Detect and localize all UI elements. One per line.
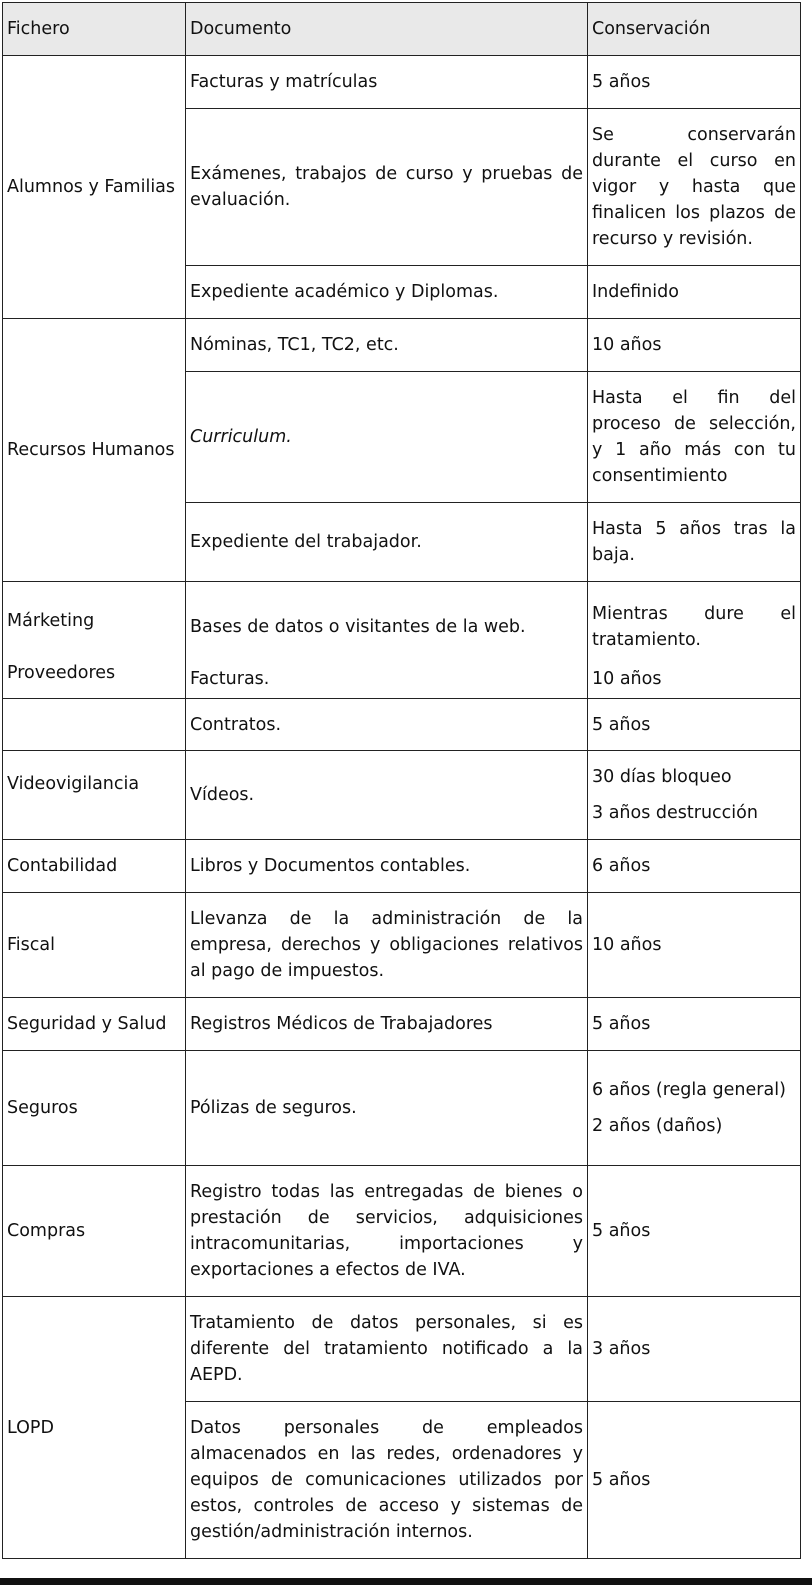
fichero-fiscal: Fiscal <box>3 893 186 998</box>
conservacion-cell: 6 años <box>588 840 801 893</box>
documento-cell: Tratamiento de datos personales, si es diferente del tratamiento notificado a la AEPD. <box>186 1297 588 1402</box>
conservacion-regla-general: 6 años (regla general) <box>592 1080 786 1100</box>
table-row <box>3 1051 801 1166</box>
fichero-rrhh: Recursos Humanos <box>3 319 186 582</box>
documento-cell: Libros y Documentos contables. <box>186 840 588 893</box>
table-row <box>3 699 801 751</box>
table-row <box>3 56 801 109</box>
table-row <box>3 998 801 1051</box>
header-row <box>3 3 801 56</box>
header-conservacion: Conservación <box>588 3 801 56</box>
table-row <box>3 840 801 893</box>
conservacion-cell: 5 años <box>588 1166 801 1297</box>
conservacion-cell <box>588 1051 801 1166</box>
conservacion-cell: 5 años <box>588 1402 801 1559</box>
conservacion-cell <box>588 582 801 699</box>
conservacion-cell: 5 años <box>588 699 801 751</box>
header-documento: Documento <box>186 3 588 56</box>
fichero-proveedores: Proveedores <box>7 663 116 683</box>
conservacion-cell: 3 años <box>588 1297 801 1402</box>
conservacion-cell: 10 años <box>588 319 801 372</box>
documento-cell: Exámenes, trabajos de curso y pruebas de evaluación. <box>186 109 588 266</box>
retention-table <box>2 2 801 1559</box>
documento-bases-datos: Bases de datos o visitantes de la web. <box>190 617 526 637</box>
header-fichero: Fichero <box>3 3 186 56</box>
documento-cell: Datos personales de empleados almacenados en las redes, ordenadores y equipos de comunicaciones utilizados por estos, controles de acceso y sistemas de gestión/administración internos. <box>186 1402 588 1559</box>
table-row <box>3 1166 801 1297</box>
documento-cell <box>186 372 588 503</box>
documento-facturas: Facturas. <box>190 669 270 689</box>
table-row <box>3 1297 801 1402</box>
documento-curriculum: Curriculum. <box>190 427 292 447</box>
fichero-marketing: Márketing <box>7 611 95 631</box>
conservacion-cell: Hasta 5 años tras la baja. <box>588 503 801 582</box>
conservacion-destruccion: 3 años destrucción <box>592 803 758 823</box>
bottom-rule <box>0 1578 812 1585</box>
fichero-seguridad: Seguridad y Salud <box>3 998 186 1051</box>
documento-cell: Expediente del trabajador. <box>186 503 588 582</box>
conservacion-mientras: Mientras dure el tratamiento. <box>592 604 796 650</box>
conservacion-bloqueo: 30 días bloqueo <box>592 767 732 787</box>
conservacion-cell: Indefinido <box>588 266 801 319</box>
documento-cell: Vídeos. <box>186 751 588 840</box>
table-row <box>3 893 801 998</box>
documento-cell: Nóminas, TC1, TC2, etc. <box>186 319 588 372</box>
documento-cell: Registro todas las entregadas de bienes o prestación de servicios, adquisiciones intracomunitarias, importaciones y exportaciones a efectos de IVA. <box>186 1166 588 1297</box>
conservacion-cell <box>588 751 801 840</box>
fichero-seguros: Seguros <box>3 1051 186 1166</box>
conservacion-cell: Hasta el fin del proceso de selección, y 1 año más con tu consentimiento <box>588 372 801 503</box>
table-row <box>3 582 801 699</box>
fichero-marketing-proveedores <box>3 582 186 699</box>
conservacion-cell: 5 años <box>588 998 801 1051</box>
documento-cell: Pólizas de seguros. <box>186 1051 588 1166</box>
table-row <box>3 319 801 372</box>
fichero-alumnos: Alumnos y Familias <box>3 56 186 319</box>
fichero-contabilidad: Contabilidad <box>3 840 186 893</box>
table-row <box>3 751 801 840</box>
fichero-video: Videovigilancia <box>3 751 186 840</box>
conservacion-cell: 5 años <box>588 56 801 109</box>
fichero-lopd: LOPD <box>3 1297 186 1559</box>
documento-cell: Llevanza de la administración de la empresa, derechos y obligaciones relativos al pago de impuestos. <box>186 893 588 998</box>
conservacion-danos: 2 años (daños) <box>592 1116 723 1136</box>
documento-cell: Contratos. <box>186 699 588 751</box>
conservacion-10-anos: 10 años <box>592 669 662 689</box>
conservacion-cell: Se conservarán durante el curso en vigor y hasta que finalicen los plazos de recurso y revisión. <box>588 109 801 266</box>
documento-cell: Registros Médicos de Trabajadores <box>186 998 588 1051</box>
documento-cell: Facturas y matrículas <box>186 56 588 109</box>
fichero-empty <box>3 699 186 751</box>
documento-cell: Expediente académico y Diplomas. <box>186 266 588 319</box>
conservacion-cell: 10 años <box>588 893 801 998</box>
fichero-compras: Compras <box>3 1166 186 1297</box>
documento-cell <box>186 582 588 699</box>
